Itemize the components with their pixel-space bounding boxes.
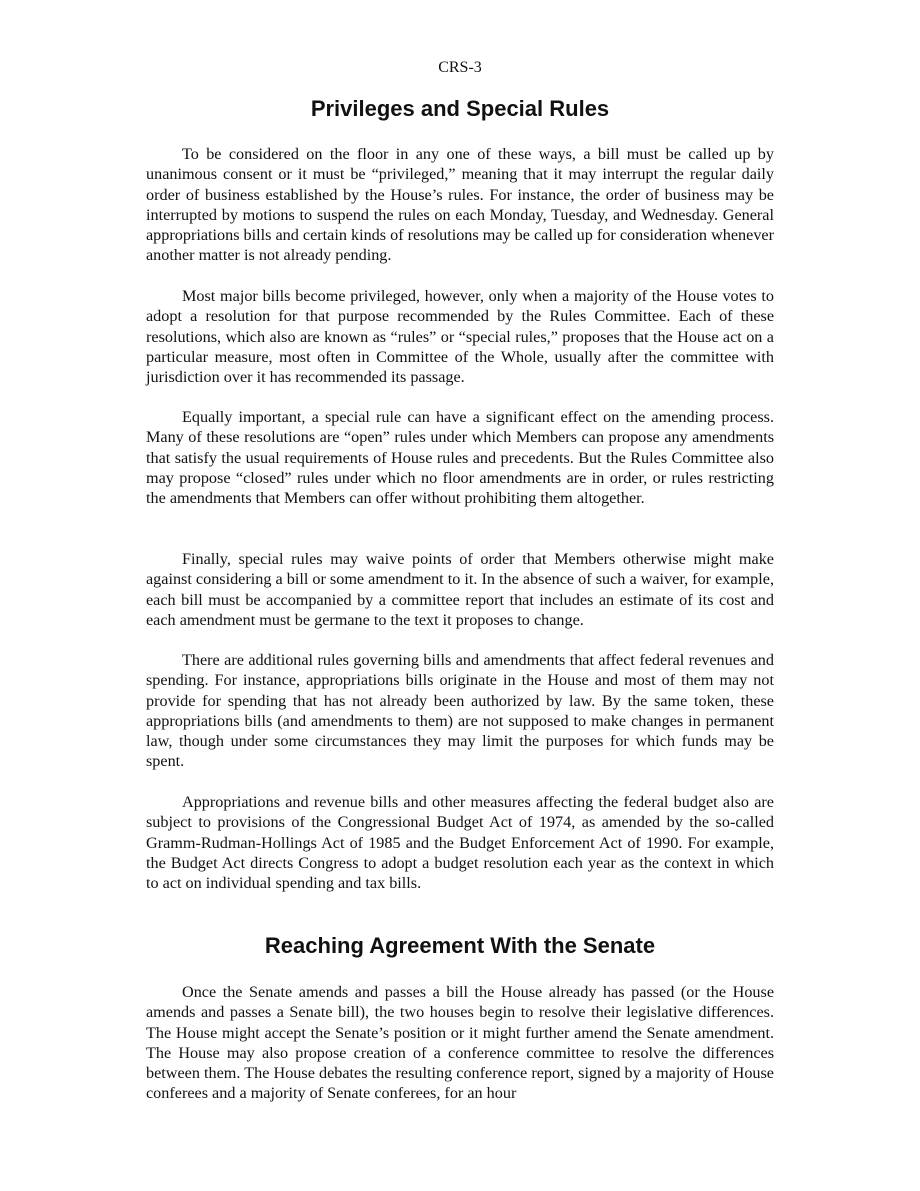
paragraph: Equally important, a special rule can have a significant effect on the amending process. Many of these resolutions are “open” rules under which Members can propose any amendments that satisfy the usual requirements of House rules and precedents. But the Rules Committee also may propose “closed” rules under which no floor amendments are in order, or rules restricting the amendments that Members can offer without prohibiting them altogether. [146, 408, 774, 508]
paragraph: Finally, special rules may waive points of order that Members otherwise might make against considering a bill or some amendment to it. In the absence of such a waiver, for example, each bill must be accompanied by a committee report that includes an estimate of its cost and each amendment must be germane to the text it proposes to change. [146, 550, 774, 629]
section-heading-privileges: Privileges and Special Rules [310, 96, 610, 121]
paragraph: There are additional rules governing bills and amendments that affect federal revenues and spending. For instance, appropriations bills originate in the House and most of them may not provide for spending that has not already been authorized by law. By the same token, these appropriations bills (and amendments to them) are not supposed to make changes in permanent law, though under some circumstances they may limit the purposes for which funds may be spent. [146, 651, 774, 771]
page-number: CRS-3 [438, 59, 482, 76]
section-heading-senate-agreement: Reaching Agreement With the Senate [264, 933, 656, 958]
paragraph: Appropriations and revenue bills and other measures affecting the federal budget also are subject to provisions of the Congressional Budget Act of 1974, as amended by the so-called Gramm-Rudman-Hollings Act of 1985 and the Budget Enforcement Act of 1990. For example, the Budget Act directs Congress to adopt a budget resolution each year as the context in which to act on individual spending and tax bills. [146, 793, 774, 893]
paragraph: Most major bills become privileged, however, only when a majority of the House votes to adopt a resolution for that purpose recommended by the Rules Committee. Each of these resolutions, which also are known as “rules” or “special rules,” proposes that the House act on a particular measure, most often in Committee of the Whole, usually after the committee with jurisdiction over it has recommended its passage. [146, 287, 774, 387]
paragraph: Once the Senate amends and passes a bill the House already has passed (or the House amends and passes a Senate bill), the two houses begin to resolve their legislative differences. The House might accept the Senate’s position or it might further amend the Senate amendment. The House may also propose creation of a conference committee to resolve the differences between them. The House debates the resulting conference report, signed by a majority of House conferees and a majority of Senate conferees, for an hour [146, 983, 774, 1103]
paragraph: To be considered on the floor in any one of these ways, a bill must be called up by unanimous consent or it must be “privileged,” meaning that it may interrupt the regular daily order of business established by the House’s rules. For instance, the order of business may be interrupted by motions to suspend the rules on each Monday, Tuesday, and Wednesday. General appropriations bills and certain kinds of resolutions may be called up for consideration whenever another matter is not already pending. [146, 145, 774, 265]
